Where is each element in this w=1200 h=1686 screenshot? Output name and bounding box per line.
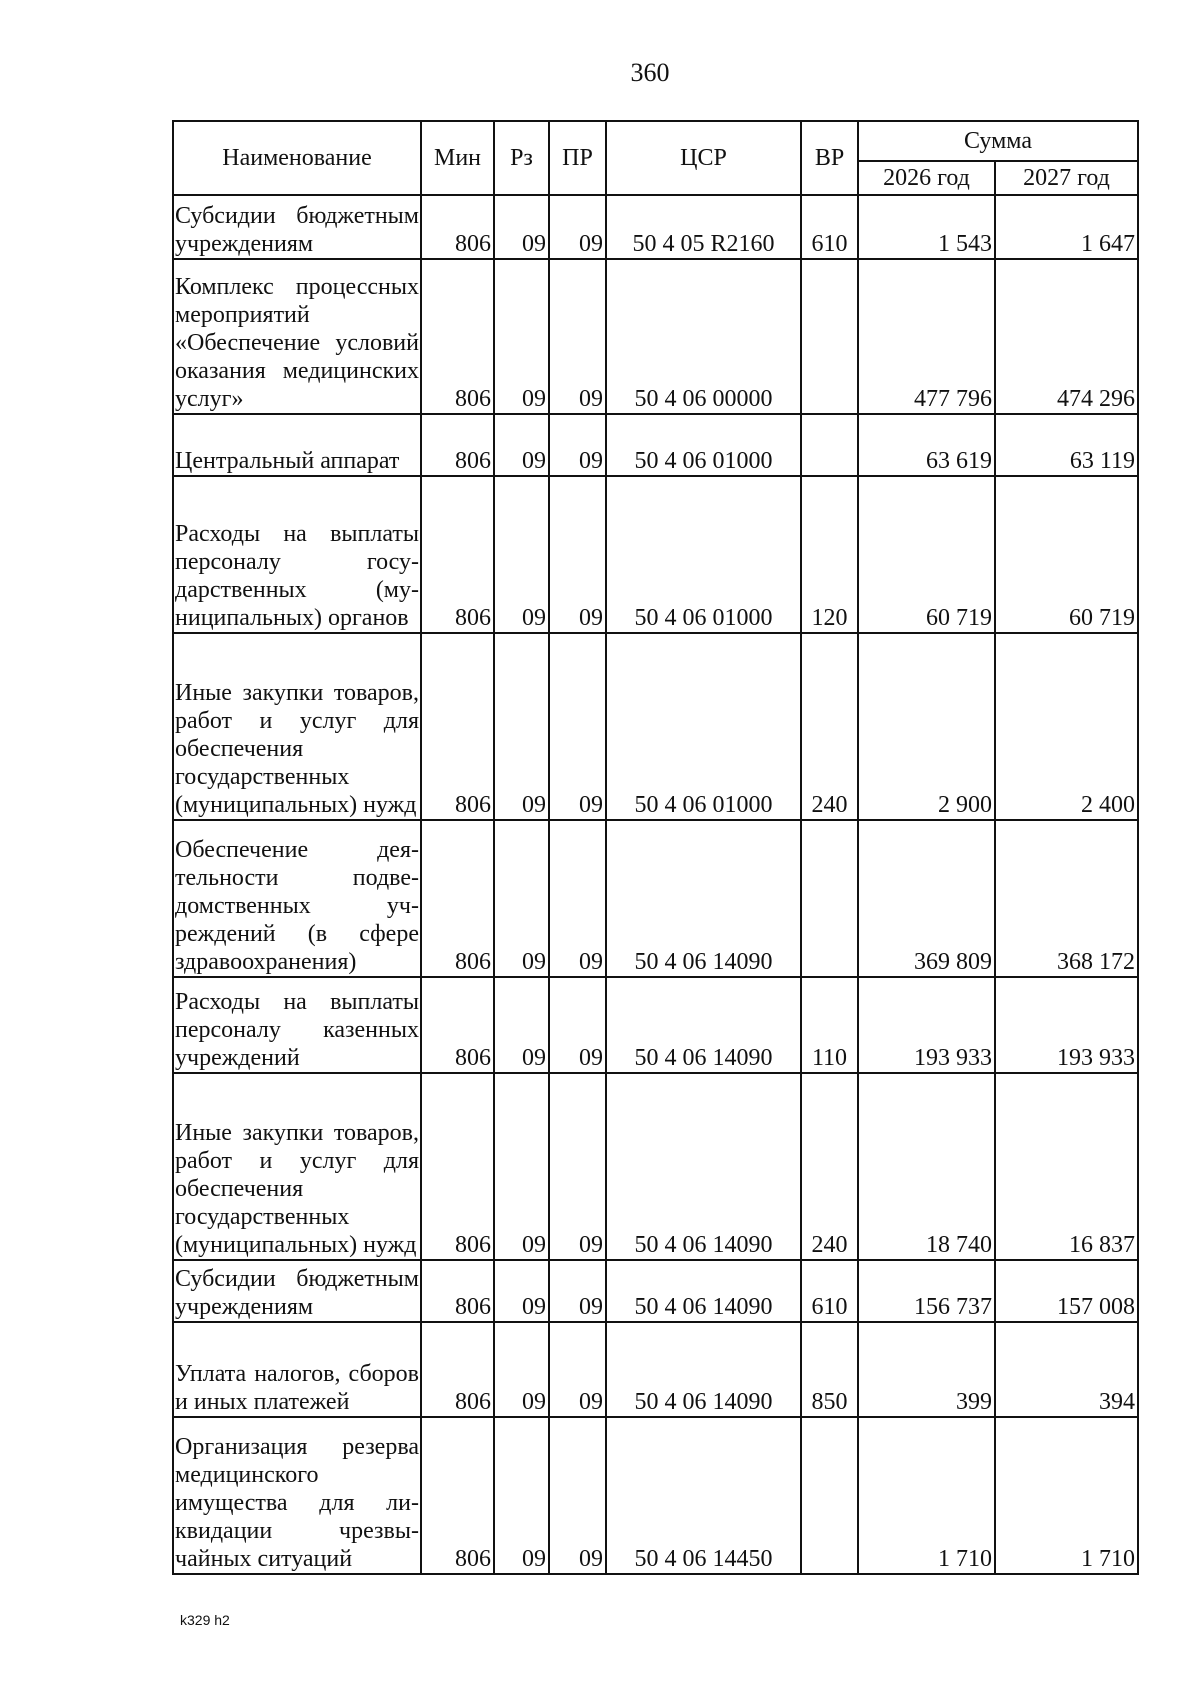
header-2026: 2026 год bbox=[858, 161, 995, 195]
cell-sum-2027: 193 933 bbox=[995, 977, 1138, 1073]
cell-pr: 09 bbox=[549, 259, 606, 414]
cell-sum-2027: 1 710 bbox=[995, 1417, 1138, 1574]
budget-table bbox=[172, 120, 1139, 1575]
cell-min: 806 bbox=[421, 820, 494, 977]
cell-csr: 50 4 06 00000 bbox=[606, 259, 801, 414]
cell-pr: 09 bbox=[549, 1260, 606, 1322]
cell-vr bbox=[801, 820, 858, 977]
cell-csr: 50 4 06 14090 bbox=[606, 1322, 801, 1417]
cell-vr bbox=[801, 1417, 858, 1574]
header-name: Наименование bbox=[173, 121, 421, 195]
cell-csr: 50 4 06 01000 bbox=[606, 414, 801, 476]
cell-pr: 09 bbox=[549, 1322, 606, 1417]
cell-csr: 50 4 06 14090 bbox=[606, 1260, 801, 1322]
cell-min: 806 bbox=[421, 476, 494, 633]
table-row bbox=[173, 476, 1138, 633]
cell-csr: 50 4 06 01000 bbox=[606, 476, 801, 633]
table-row bbox=[173, 1322, 1138, 1417]
cell-pr: 09 bbox=[549, 977, 606, 1073]
cell-rz: 09 bbox=[494, 1417, 549, 1574]
cell-pr: 09 bbox=[549, 633, 606, 820]
cell-sum-2027: 2 400 bbox=[995, 633, 1138, 820]
header-2027: 2027 год bbox=[995, 161, 1138, 195]
table-row bbox=[173, 820, 1138, 977]
table-row bbox=[173, 633, 1138, 820]
cell-sum-2026: 18 740 bbox=[858, 1073, 995, 1260]
cell-rz: 09 bbox=[494, 977, 549, 1073]
header-csr: ЦСР bbox=[606, 121, 801, 195]
cell-vr: 110 bbox=[801, 977, 858, 1073]
cell-vr: 240 bbox=[801, 1073, 858, 1260]
cell-sum-2026: 1 710 bbox=[858, 1417, 995, 1574]
cell-min: 806 bbox=[421, 195, 494, 259]
cell-pr: 09 bbox=[549, 414, 606, 476]
cell-rz: 09 bbox=[494, 476, 549, 633]
cell-rz: 09 bbox=[494, 1322, 549, 1417]
cell-rz: 09 bbox=[494, 633, 549, 820]
cell-rz: 09 bbox=[494, 195, 549, 259]
cell-rz: 09 bbox=[494, 414, 549, 476]
cell-sum-2027: 394 bbox=[995, 1322, 1138, 1417]
cell-vr: 610 bbox=[801, 195, 858, 259]
table-body bbox=[173, 195, 1138, 1574]
cell-name: Иные закупки товаров, работ и услуг для обеспечения государственных (муниципальных) нужд bbox=[173, 1073, 421, 1260]
table-header bbox=[173, 121, 1138, 195]
cell-name: Центральный аппарат bbox=[173, 414, 421, 476]
cell-sum-2027: 63 119 bbox=[995, 414, 1138, 476]
header-min: Мин bbox=[421, 121, 494, 195]
cell-sum-2027: 157 008 bbox=[995, 1260, 1138, 1322]
table-row bbox=[173, 259, 1138, 414]
cell-min: 806 bbox=[421, 633, 494, 820]
cell-sum-2026: 399 bbox=[858, 1322, 995, 1417]
cell-sum-2027: 474 296 bbox=[995, 259, 1138, 414]
cell-pr: 09 bbox=[549, 476, 606, 633]
cell-rz: 09 bbox=[494, 259, 549, 414]
cell-csr: 50 4 06 01000 bbox=[606, 633, 801, 820]
cell-sum-2027: 1 647 bbox=[995, 195, 1138, 259]
cell-vr: 850 bbox=[801, 1322, 858, 1417]
footer-code: k329 h2 bbox=[180, 1612, 230, 1628]
table-row bbox=[173, 1260, 1138, 1322]
cell-sum-2027: 16 837 bbox=[995, 1073, 1138, 1260]
table-row bbox=[173, 977, 1138, 1073]
cell-name: Расходы на выплаты персоналу государственных (муниципальных) органов bbox=[173, 476, 421, 633]
cell-sum-2026: 156 737 bbox=[858, 1260, 995, 1322]
cell-min: 806 bbox=[421, 1073, 494, 1260]
table-row bbox=[173, 414, 1138, 476]
cell-rz: 09 bbox=[494, 1260, 549, 1322]
cell-min: 806 bbox=[421, 977, 494, 1073]
cell-min: 806 bbox=[421, 414, 494, 476]
table-row bbox=[173, 195, 1138, 259]
cell-sum-2026: 1 543 bbox=[858, 195, 995, 259]
cell-vr: 240 bbox=[801, 633, 858, 820]
cell-sum-2027: 368 172 bbox=[995, 820, 1138, 977]
header-pr: ПР bbox=[549, 121, 606, 195]
cell-name: Иные закупки товаров, работ и услуг для обеспечения государственных (муниципальных) нужд bbox=[173, 633, 421, 820]
cell-sum-2026: 63 619 bbox=[858, 414, 995, 476]
cell-csr: 50 4 06 14090 bbox=[606, 1073, 801, 1260]
cell-sum-2026: 193 933 bbox=[858, 977, 995, 1073]
cell-sum-2027: 60 719 bbox=[995, 476, 1138, 633]
header-sum: Сумма bbox=[858, 121, 1138, 161]
cell-vr bbox=[801, 259, 858, 414]
cell-name: Субсидии бюджетным учреждениям bbox=[173, 1260, 421, 1322]
cell-name: Субсидии бюджетным учреждениям bbox=[173, 195, 421, 259]
cell-name: Комплекс процессных мероприятий «Обеспечение условий оказания медицинских услуг» bbox=[173, 259, 421, 414]
cell-csr: 50 4 06 14450 bbox=[606, 1417, 801, 1574]
cell-rz: 09 bbox=[494, 1073, 549, 1260]
page-number: 360 bbox=[630, 58, 670, 87]
cell-name: Обеспечение деятельности подведомственных учреждений (в сфере здравоохранения) bbox=[173, 820, 421, 977]
table-row bbox=[173, 1417, 1138, 1574]
cell-csr: 50 4 06 14090 bbox=[606, 977, 801, 1073]
header-rz: Рз bbox=[494, 121, 549, 195]
table-row bbox=[173, 1073, 1138, 1260]
cell-name: Уплата налогов, сборов и иных платежей bbox=[173, 1322, 421, 1417]
cell-pr: 09 bbox=[549, 1417, 606, 1574]
header-vr: ВР bbox=[801, 121, 858, 195]
cell-csr: 50 4 05 R2160 bbox=[606, 195, 801, 259]
cell-vr bbox=[801, 414, 858, 476]
cell-min: 806 bbox=[421, 1260, 494, 1322]
cell-pr: 09 bbox=[549, 195, 606, 259]
cell-sum-2026: 2 900 bbox=[858, 633, 995, 820]
cell-min: 806 bbox=[421, 1417, 494, 1574]
cell-csr: 50 4 06 14090 bbox=[606, 820, 801, 977]
cell-min: 806 bbox=[421, 1322, 494, 1417]
cell-sum-2026: 369 809 bbox=[858, 820, 995, 977]
cell-sum-2026: 60 719 bbox=[858, 476, 995, 633]
cell-min: 806 bbox=[421, 259, 494, 414]
cell-name: Расходы на выплаты персоналу казенных учреждений bbox=[173, 977, 421, 1073]
cell-name: Организация резерва медицинского имущества для ликвидации чрезвычайных ситуаций bbox=[173, 1417, 421, 1574]
cell-vr: 120 bbox=[801, 476, 858, 633]
cell-pr: 09 bbox=[549, 1073, 606, 1260]
cell-rz: 09 bbox=[494, 820, 549, 977]
cell-sum-2026: 477 796 bbox=[858, 259, 995, 414]
cell-pr: 09 bbox=[549, 820, 606, 977]
cell-vr: 610 bbox=[801, 1260, 858, 1322]
